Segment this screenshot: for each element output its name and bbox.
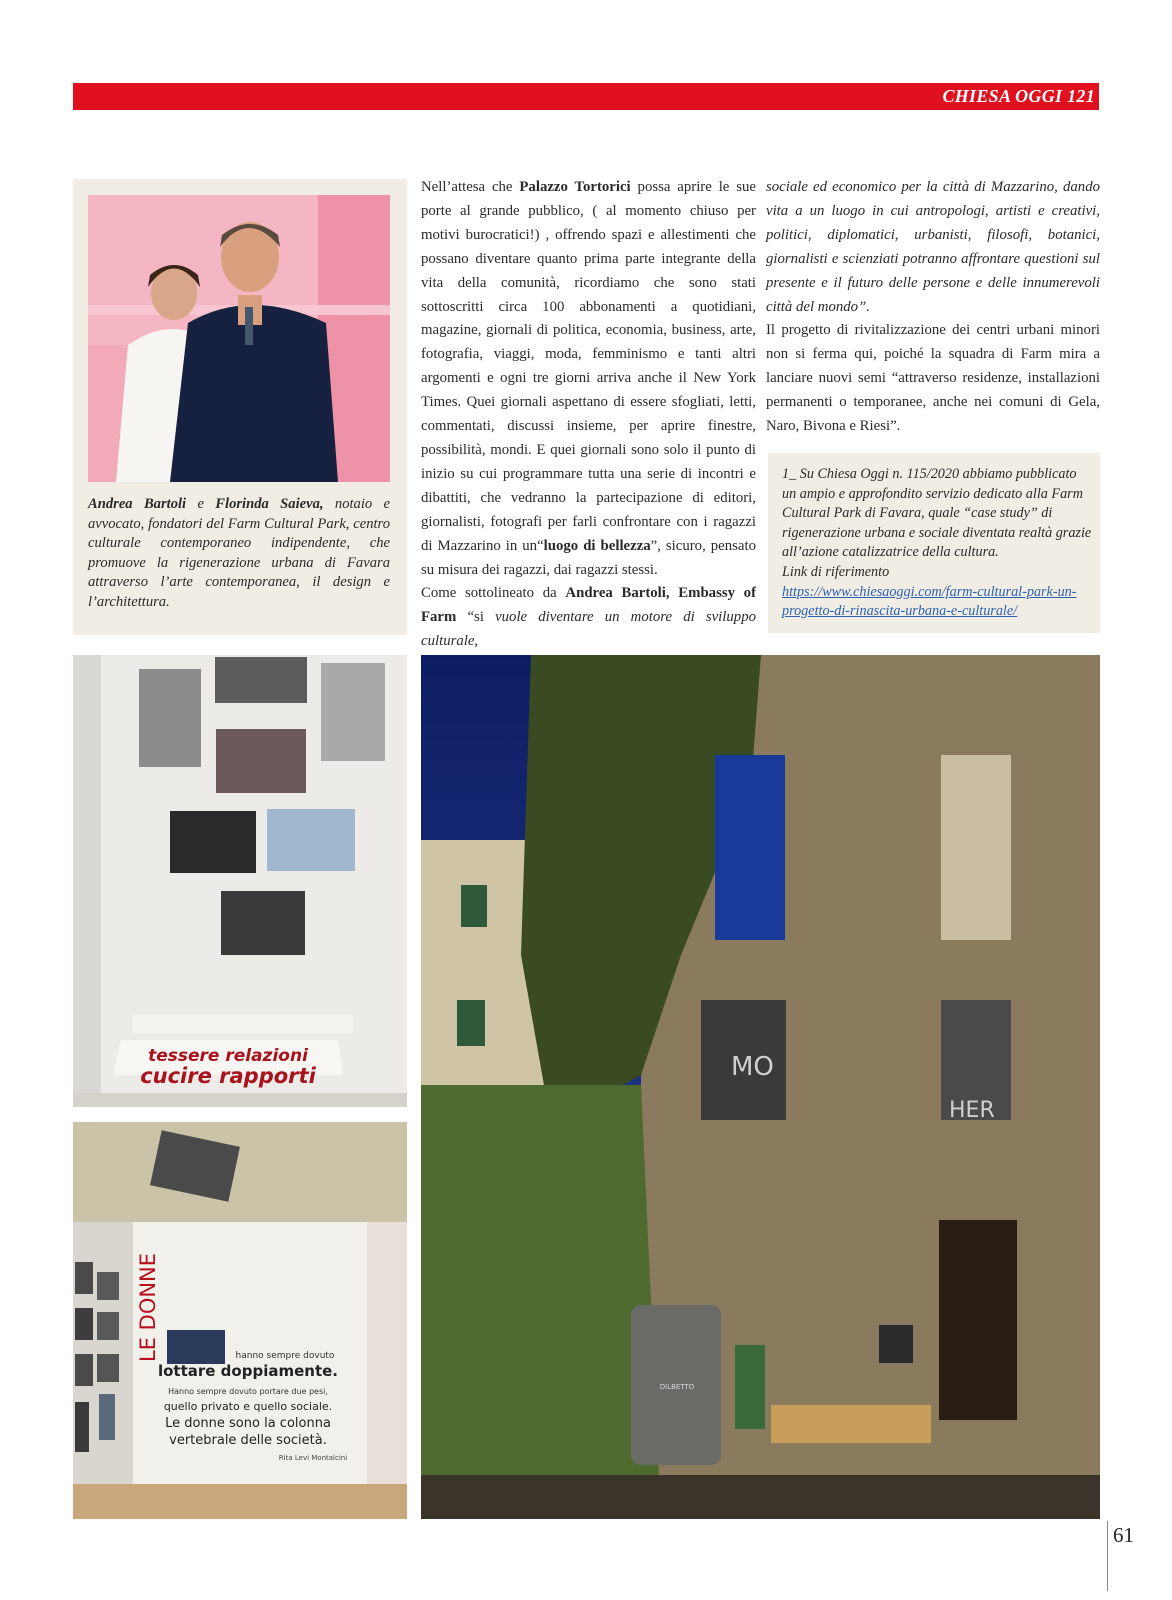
text-run: “si xyxy=(456,609,496,626)
bin-label: DILBETTO xyxy=(659,1383,695,1391)
installation-text-1: tessere relazioni xyxy=(148,1046,308,1066)
palazzo-night-photo xyxy=(421,655,1100,1519)
caption-name-1: Andrea Bartoli xyxy=(88,496,187,512)
article-paragraph: sociale ed economico per la città di Mazzarino, dando vita a un luogo in cui antropologi, artisti e creativi, politici, diplomatici, urbanisti, filosofi, botanici, giornalisti e scienziati potranno affrontare questioni sul presente e il futuro delle persone e delle innumerevoli città del mondo”. xyxy=(766,179,1100,315)
quote-signature: Rita Levi Montalcini xyxy=(278,1454,348,1462)
footnote-link-label: Link di riferimento xyxy=(782,563,890,580)
text-run: possa aprire le sue porte al grande pubblico, ( al momento chiuso per motivi burocratici!) , offrendo spazi e allestimenti che possano diventare quanto prima parte integrante della vita della comunità, ricordiamo che sono stati sottoscritti circa 100 abbonamenti a quotidiani, magazine, giornali di politica, economia, business, arte, fotografia, viaggi, moda, femminismo e tanti altri argomenti e ogni tre giorni arriva anche il New York Times. Quei giornali aspettano di essere sfogliati, letti, commentati, discussi insieme, per aprire finestre, possibilità, mondi. E quei giornali sono solo il punto di inizio su cui programmare tutta una serie di incontri e dibattiti, che vedranno la partecipazione di editori, giornalisti, fotografi per farli confrontare con i ragazzi di Mazzarino in un“ xyxy=(421,179,756,554)
quote-line-3: Hanno sempre dovuto portare due pesi, xyxy=(168,1387,328,1396)
text-run: Nell’attesa che xyxy=(421,179,520,195)
gallery-photo-le-donne xyxy=(73,1122,407,1519)
bold-run: luogo di bellezza xyxy=(543,537,651,554)
text-run: Come sottolineato da xyxy=(421,585,566,602)
portrait-caption xyxy=(88,495,390,612)
artwork-word-left: MO xyxy=(731,1052,774,1082)
italic-run: vuole diventare un motore di sviluppo culturale, xyxy=(421,609,756,650)
quote-line-4: quello privato e quello sociale. xyxy=(163,1400,333,1413)
caption-rest: notaio e avvocato, fondatori del Farm Cultural Park, centro culturale contemporaneo indipendente, che promuove la rigenerazione urbana di Favara attraverso l’arte contemporanea, il design e l’architettura. xyxy=(88,496,391,610)
quote-line-6: vertebrale delle società. xyxy=(169,1433,327,1448)
portrait-photo xyxy=(88,195,390,482)
magazine-title: CHIESA OGGI 121 xyxy=(942,86,1095,106)
caption-name-2: Florinda Saieva, xyxy=(215,496,324,512)
footnote-link[interactable]: https://www.chiesaoggi.com/farm-cultural-park-un-progetto-di-rinascita-urbana-e-culturale/ xyxy=(782,583,1077,620)
caption-conj: e xyxy=(186,496,216,512)
page-number-rule xyxy=(1107,1521,1108,1591)
article-paragraph: Il progetto di rivitalizzazione dei centri urbani minori non si ferma qui, poiché la squadra di Farm mira a lanciare nuovi semi “attraverso residenze, installazioni permanenti o temporanee, anche nei comuni di Gela, Naro, Bivona e Riesi”. xyxy=(766,322,1100,435)
footnote-text: 1_ Su Chiesa Oggi n. 115/2020 abbiamo pubblicato un ampio e approfondito servizio dedicato alla Farm Cultural Park di Favara, quale “case study” di rigenerazione urbana e sociale diventata realtà grazie all’azione catalizzatrice della cultura. xyxy=(782,466,1092,561)
quote-line-2: lottare doppiamente. xyxy=(157,1362,339,1380)
quote-line-5: Le donne sono la colonna xyxy=(165,1416,331,1431)
header-bar xyxy=(73,83,1099,110)
installation-text-2: cucire rapporti xyxy=(140,1064,316,1088)
le-donne-vertical: LE DONNE xyxy=(136,1252,160,1362)
text-run: ”, sicuro, pensato su misura dei ragazzi, dai ragazzi stessi. xyxy=(421,537,756,578)
bold-run: Andrea Bartoli, Embassy of Farm xyxy=(421,585,757,626)
bold-run: Palazzo Tortorici xyxy=(519,179,631,195)
page-number: 61 xyxy=(1113,1523,1134,1547)
gallery-photo-exhibition xyxy=(73,655,407,1107)
footnote xyxy=(782,465,1092,622)
article-paragraph xyxy=(421,582,756,654)
article-column-1 xyxy=(421,176,756,654)
article-column-2 xyxy=(766,176,1100,439)
artwork-word-right: HER xyxy=(949,1098,995,1123)
article-paragraph xyxy=(421,176,756,582)
quote-line-1: hanno sempre dovuto xyxy=(235,1351,335,1361)
